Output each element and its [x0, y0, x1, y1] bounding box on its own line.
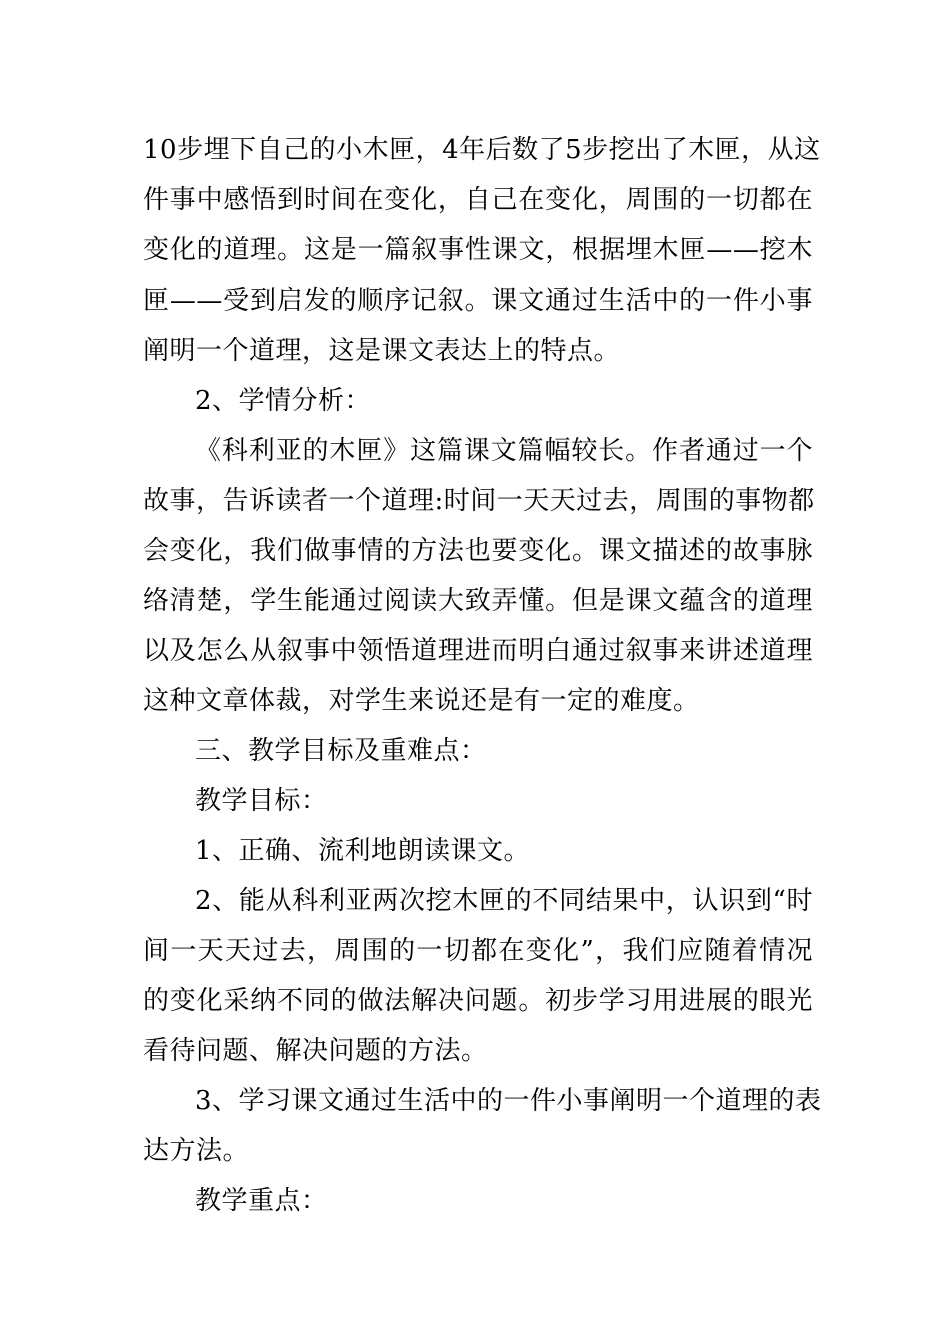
- text-line: 络清楚，学生能通过阅读大致弄懂。但是课文蕴含的道理: [143, 586, 813, 616]
- text-line: 这种文章体裁，对学生来说还是有一定的难度。: [143, 686, 700, 716]
- text-line: 变化的道理。这是一篇叙事性课文，根据埋木匣——挖木: [143, 235, 813, 265]
- text-line: 的变化采纳不同的做法解决问题。初步学习用进展的眼光: [143, 986, 813, 1016]
- text-line: 匣——受到启发的顺序记叙。课文通过生活中的一件小事: [143, 286, 813, 316]
- section-heading: 三、教学目标及重难点：: [195, 736, 487, 766]
- list-item: 2、能从科利亚两次挖木匣的不同结果中，认识到“时: [195, 886, 813, 916]
- text-line: 以及怎么从叙事中领悟道理进而明白通过叙事来讲述道理: [143, 636, 813, 666]
- text-line: 10步埋下自己的小木匣，4年后数了5步挖出了木匣，从这: [143, 135, 821, 165]
- text-line: 达方法。: [143, 1136, 250, 1166]
- text-line: 件事中感悟到时间在变化，自己在变化，周围的一切都在: [143, 185, 813, 215]
- list-item: 3、学习课文通过生活中的一件小事阐明一个道理的表: [195, 1086, 822, 1116]
- section-heading: 2、学情分析：: [195, 386, 372, 416]
- text-line: 《科利亚的木匣》这篇课文篇幅较长。作者通过一个: [195, 436, 813, 466]
- text-line: 看待问题、解决问题的方法。: [143, 1036, 488, 1066]
- text-line: 会变化，我们做事情的方法也要变化。课文描述的故事脉: [143, 536, 813, 566]
- text-line: 阐明一个道理，这是课文表达上的特点。: [143, 336, 621, 366]
- subsection-heading: 教学目标：: [195, 786, 328, 816]
- text-line: 间一天天过去，周围的一切都在变化”，我们应随着情况: [143, 936, 813, 966]
- text-line: 故事，告诉读者一个道理:时间一天天过去，周围的事物都: [143, 486, 815, 516]
- subsection-heading: 教学重点：: [195, 1186, 328, 1216]
- list-item: 1、正确、流利地朗读课文。: [195, 836, 531, 866]
